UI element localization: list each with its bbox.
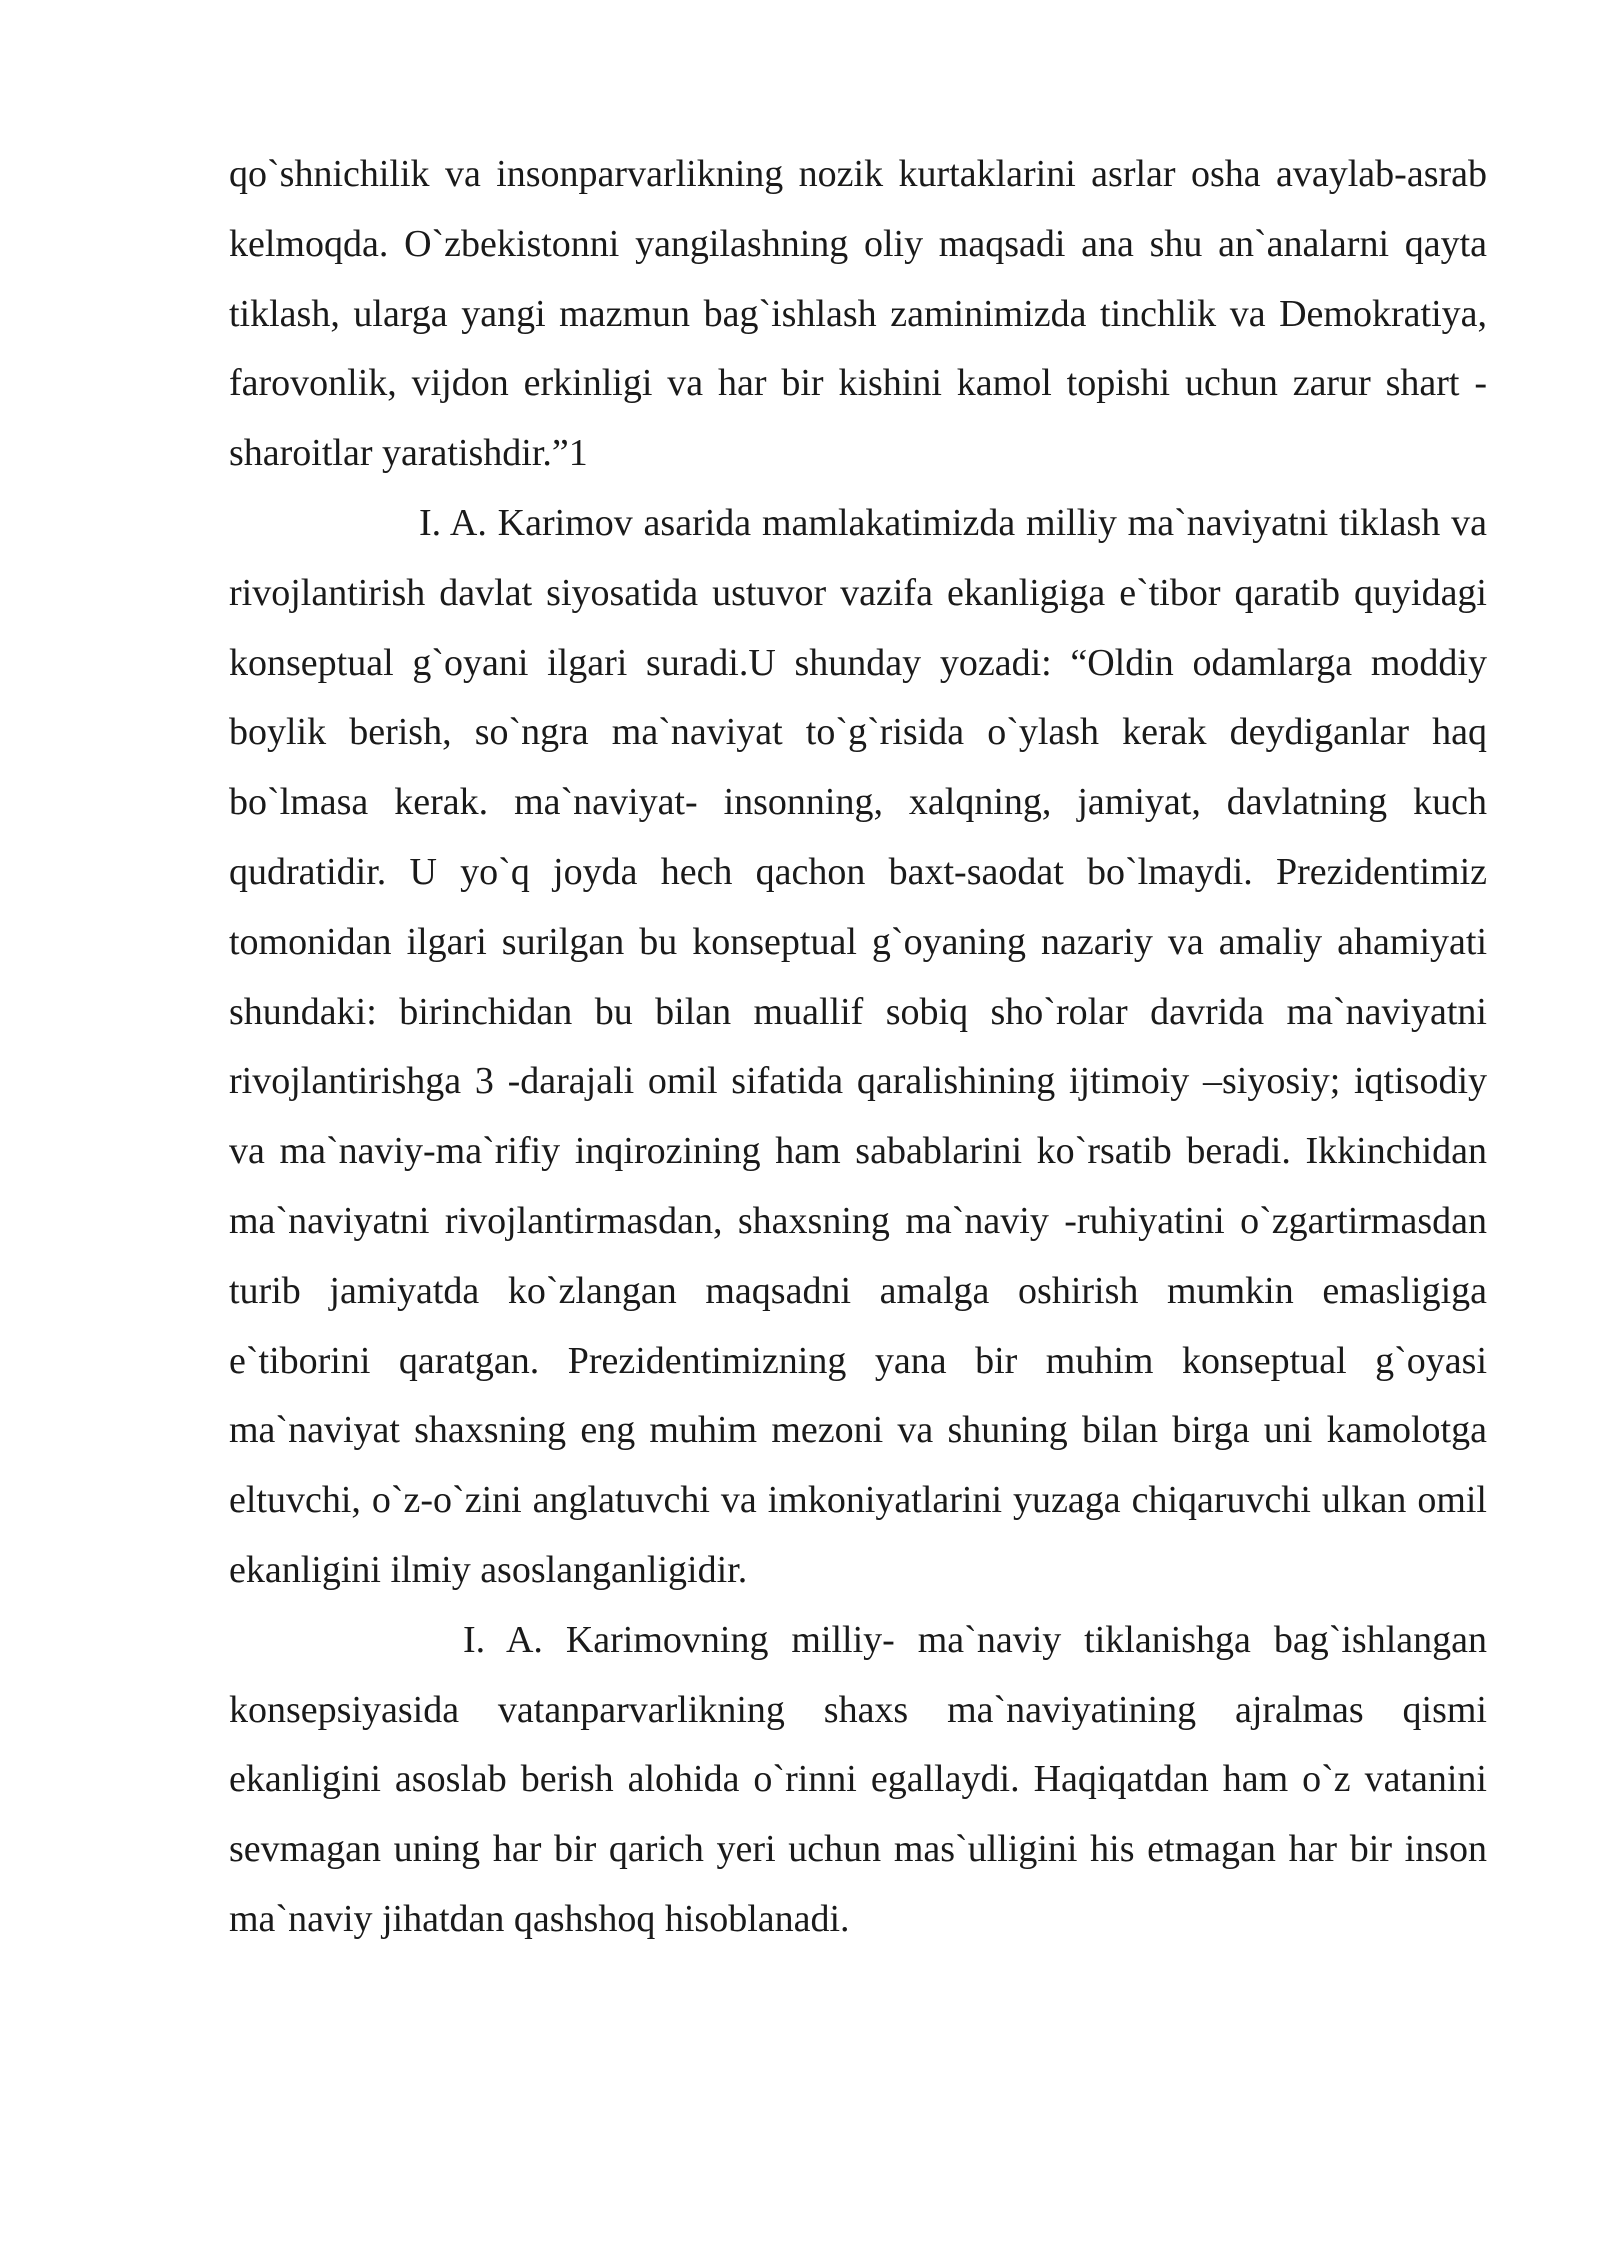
body-text [229,140,1487,1955]
paragraph-1: qo`shnichilik va insonparvarlikning nozik kurtaklarini asrlar osha avaylab-asrab kelmoqda. O`zbekistonni yangilashning oliy maqsadi ana shu an`analarni qayta tiklash, ularga yangi mazmun bag`ishlash zaminimizda tinchlik va Demokratiya, farovonlik, vijdon erkinligi va har bir kishini kamol topishi uchun zarur shart - sharoitlar yaratishdir.”1 [229,153,1487,475]
paragraph-3: I. A. Karimovning milliy- ma`naviy tiklanishga bag`ishlangan konsepsiyasida vatanparvarlikning shaxs ma`naviyatining ajralmas qismi ekanligini asoslab berish alohida o`rinni egallaydi. Haqiqatdan ham o`z vatanini sevmagan uning har bir qarich yeri uchun mas`ulligini his etmagan har bir inson ma`naviy jihatdan qashshoq hisoblanadi. [229,1618,1487,1940]
paragraph-2: I. A. Karimov asarida mamlakatimizda milliy ma`naviyatni tiklash va rivojlantirish davlat siyosatida ustuvor vazifa ekanligiga e`tibor qaratib quyidagi konseptual g`oyani ilgari suradi.U shunday yozadi: “Oldin odamlarga moddiy boylik berish, so`ngra ma`naviyat to`g`risida o`ylash kerak deydiganlar haq bo`lmasa kerak. ma`naviyat- insonning, xalqning, jamiyat, davlatning kuch qudratidir. U yo`q joyda hech qachon baxt-saodat bo`lmaydi. Prezidentimiz tomonidan ilgari surilgan bu konseptual g`oyaning nazariy va amaliy ahamiyati shundaki: birinchidan bu bilan muallif sobiq sho`rolar davrida ma`naviyatni rivojlantirishga 3 -darajali omil sifatida qaralishining ijtimoiy –siyosiy; iqtisodiy va ma`naviy-ma`rifiy inqirozining ham sabablarini ko`rsatib beradi. Ikkinchidan ma`naviyatni rivojlantirmasdan, shaxsning ma`naviy -ruhiyatini o`zgartirmasdan turib jamiyatda ko`zlangan maqsadni amalga oshirish mumkin emasligiga e`tiborini qaratgan. Prezidentimizning yana bir muhim konseptual g`oyasi ma`naviyat shaxsning eng muhim mezoni va shuning bilan birga uni kamolotga eltuvchi, o`z-o`zini anglatuvchi va imkoniyatlarini yuzaga chiqaruvchi ulkan omil ekanligini ilmiy asoslanganligidir. [229,501,1487,1591]
